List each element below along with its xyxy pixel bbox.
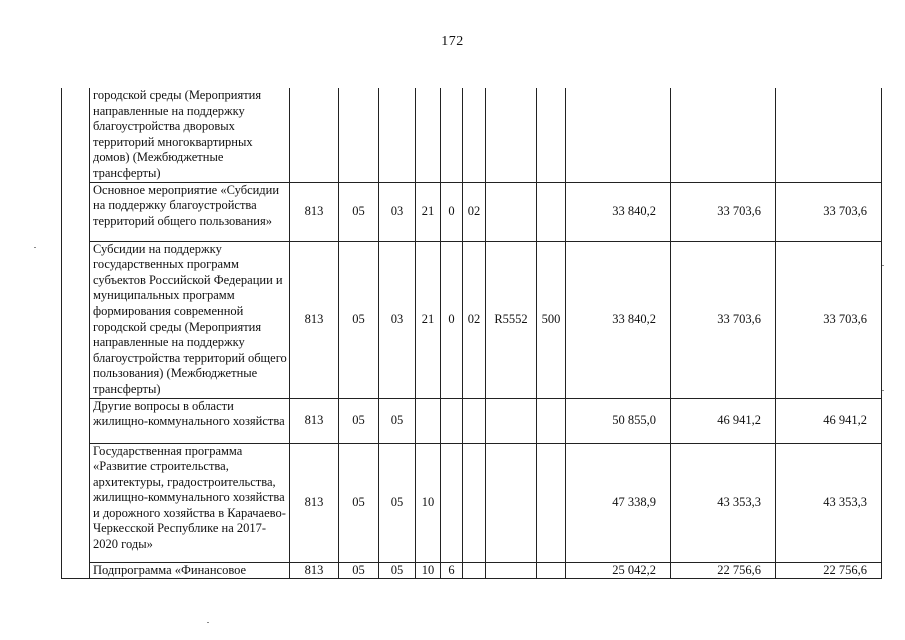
code-subprogram: [441, 443, 463, 562]
amount-year-1: 33 840,2: [566, 241, 671, 398]
code-gr: [290, 88, 339, 182]
code-main-event: 02: [463, 241, 486, 398]
code-pr: 05: [379, 562, 416, 579]
code-rz: 05: [339, 241, 379, 398]
table-row: [62, 562, 882, 579]
code-main-event: [463, 562, 486, 579]
code-expense-type: [537, 398, 566, 443]
code-program: 21: [416, 241, 441, 398]
code-pr: [379, 88, 416, 182]
amount-year-1: [566, 88, 671, 182]
code-expense-type: 500: [537, 241, 566, 398]
amount-year-1: 25 042,2: [566, 562, 671, 579]
code-main-event: 02: [463, 182, 486, 241]
scan-speck: [882, 390, 884, 391]
table-row: [62, 398, 882, 443]
item-name: городской среды (Мероприятия направленные на поддержку благоустройства дворовых территорий многоквартирных домов) (Межбюджетные трансферты): [90, 88, 290, 182]
item-name: Основное мероприятие «Субсидии на поддержку благоустройства территорий общего пользования»: [90, 182, 290, 241]
amount-year-3: [776, 88, 882, 182]
amount-year-2: 33 703,6: [671, 241, 776, 398]
code-gr: 813: [290, 562, 339, 579]
scan-speck: [207, 622, 209, 623]
code-rz: 05: [339, 562, 379, 579]
margin-cell: [62, 562, 90, 579]
code-program: 21: [416, 182, 441, 241]
amount-year-1: 50 855,0: [566, 398, 671, 443]
code-main-event: [463, 88, 486, 182]
code-rz: 05: [339, 398, 379, 443]
amount-year-1: 47 338,9: [566, 443, 671, 562]
margin-cell: [62, 182, 90, 241]
amount-year-2: 43 353,3: [671, 443, 776, 562]
scan-speck: [882, 265, 884, 266]
code-rz: 05: [339, 443, 379, 562]
item-name: Субсидии на поддержку государственных программ субъектов Российской Федерации и муниципальных программ формирования современной городской среды (Мероприятия направленные на поддержку благоустройства территорий общего пользования) (Межбюджетные трансферты): [90, 241, 290, 398]
code-direction: R5552: [486, 241, 537, 398]
amount-year-2: [671, 88, 776, 182]
code-expense-type: [537, 88, 566, 182]
code-main-event: [463, 443, 486, 562]
code-expense-type: [537, 443, 566, 562]
scan-speck: [34, 247, 36, 248]
code-program: [416, 88, 441, 182]
code-pr: 05: [379, 398, 416, 443]
code-program: 10: [416, 562, 441, 579]
amount-year-3: 22 756,6: [776, 562, 882, 579]
table-row: [62, 241, 882, 398]
amount-year-1: 33 840,2: [566, 182, 671, 241]
code-subprogram: 0: [441, 182, 463, 241]
item-name: Подпрограмма «Финансовое: [90, 562, 290, 579]
margin-cell: [62, 398, 90, 443]
amount-year-3: 33 703,6: [776, 182, 882, 241]
table-row: [62, 88, 882, 182]
code-subprogram: 6: [441, 562, 463, 579]
code-expense-type: [537, 182, 566, 241]
code-rz: [339, 88, 379, 182]
code-direction: [486, 398, 537, 443]
margin-cell: [62, 88, 90, 182]
code-direction: [486, 562, 537, 579]
page-number: 172: [441, 34, 464, 49]
item-name: Государственная программа «Развитие строительства, архитектуры, градостроительства, жилищно-коммунального хозяйства и дорожного хозяйства в Карачаево-Черкесской Республике на 2017-2020 годы»: [90, 443, 290, 562]
amount-year-2: 46 941,2: [671, 398, 776, 443]
amount-year-2: 22 756,6: [671, 562, 776, 579]
item-name: Другие вопросы в области жилищно-коммунального хозяйства: [90, 398, 290, 443]
budget-table: [61, 88, 882, 579]
table-row: [62, 182, 882, 241]
code-direction: [486, 88, 537, 182]
code-pr: 05: [379, 443, 416, 562]
code-pr: 03: [379, 241, 416, 398]
amount-year-2: 33 703,6: [671, 182, 776, 241]
code-subprogram: [441, 88, 463, 182]
amount-year-3: 43 353,3: [776, 443, 882, 562]
code-gr: 813: [290, 241, 339, 398]
table-row: [62, 443, 882, 562]
code-expense-type: [537, 562, 566, 579]
code-rz: 05: [339, 182, 379, 241]
code-direction: [486, 182, 537, 241]
amount-year-3: 46 941,2: [776, 398, 882, 443]
code-program: [416, 398, 441, 443]
code-gr: 813: [290, 182, 339, 241]
code-main-event: [463, 398, 486, 443]
margin-cell: [62, 443, 90, 562]
margin-cell: [62, 241, 90, 398]
code-pr: 03: [379, 182, 416, 241]
code-subprogram: 0: [441, 241, 463, 398]
code-direction: [486, 443, 537, 562]
code-gr: 813: [290, 398, 339, 443]
code-gr: 813: [290, 443, 339, 562]
code-subprogram: [441, 398, 463, 443]
amount-year-3: 33 703,6: [776, 241, 882, 398]
code-program: 10: [416, 443, 441, 562]
